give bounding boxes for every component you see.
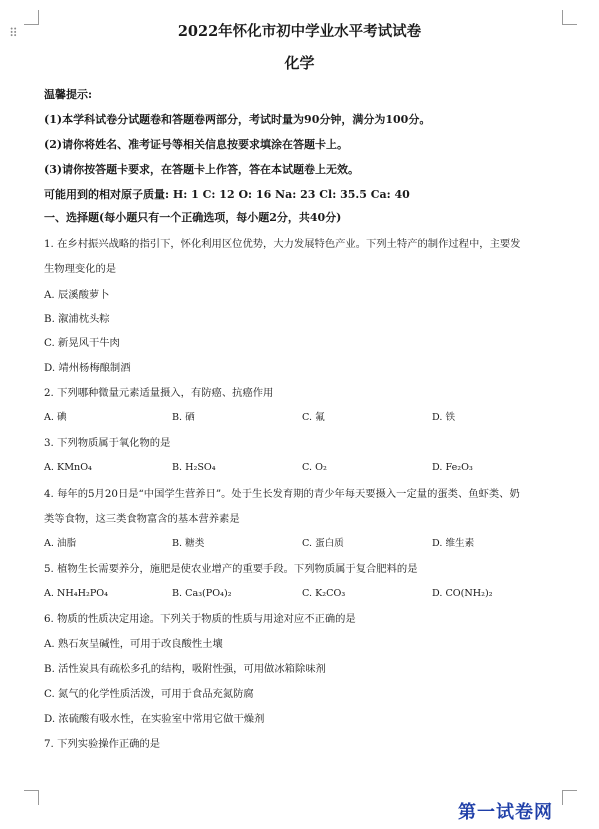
question-1-option-d: D. 靖州杨梅酿制酒 xyxy=(44,362,131,374)
question-5-option-c: C. K₂CO₃ xyxy=(302,588,346,599)
question-1-option-b: B. 溆浦枕头粽 xyxy=(44,313,110,325)
question-5-option-a: A. NH₄H₂PO₄ xyxy=(44,588,109,599)
question-4-option-a: A. 油脂 xyxy=(44,538,77,549)
question-6-option-d: D. 浓硫酸有吸水性，在实验室中常用它做干燥剂 xyxy=(44,713,265,725)
question-3-option-b: B. H₂SO₄ xyxy=(172,462,216,473)
question-4-option-d: D. 维生素 xyxy=(432,538,475,549)
subject-title: 化学 xyxy=(284,54,315,72)
question-6-stem: 6. 物质的性质决定用途。下列关于物质的性质与用途对应不正确的是 xyxy=(44,613,356,625)
question-5-option-d: D. CO(NH₂)₂ xyxy=(432,588,493,599)
tip-3: (3)请你按答题卡要求，在答题卡上作答，答在本试题卷上无效。 xyxy=(44,163,360,176)
crop-mark-bottom-left xyxy=(24,790,39,805)
tip-2: (2)请你将姓名、准考证号等相关信息按要求填涂在答题卡上。 xyxy=(44,138,349,151)
atomic-masses: 可能用到的相对原子质量: H: 1 C: 12 O: 16 Na: 23 Cl: 35.5 Ca: 40 xyxy=(44,188,410,201)
question-1-option-a: A. 辰溪酸萝卜 xyxy=(44,289,110,301)
question-4-option-b: B. 糖类 xyxy=(172,538,205,549)
question-2-option-b: B. 硒 xyxy=(172,412,195,423)
question-2-option-c: C. 氟 xyxy=(302,412,325,423)
section-heading: 一、选择题(每小题只有一个正确选项，每小题2分，共40分) xyxy=(44,211,342,224)
question-6-option-a: A. 熟石灰呈碱性，可用于改良酸性土壤 xyxy=(44,638,223,650)
question-4-stem-line-2: 类等食物，这三类食物富含的基本营养素是 xyxy=(44,513,240,525)
question-5-option-b: B. Ca₃(PO₄)₂ xyxy=(172,588,232,599)
tip-1: (1)本学科试卷分试题卷和答题卷两部分，考试时量为90分钟，满分为100分。 xyxy=(44,113,431,126)
tips-heading: 温馨提示: xyxy=(44,88,93,101)
question-3-option-c: C. O₂ xyxy=(302,462,327,473)
question-1-option-c: C. 新晃风干牛肉 xyxy=(44,337,120,349)
question-5-stem: 5. 植物生长需要养分，施肥是使农业增产的重要手段。下列物质属于复合肥料的是 xyxy=(44,563,418,575)
watermark-logo: 第一试卷网 xyxy=(458,802,553,823)
question-2-option-d: D. 铁 xyxy=(432,412,456,423)
crop-mark-bottom-right xyxy=(562,790,577,805)
question-3-option-d: D. Fe₂O₃ xyxy=(432,462,473,473)
question-2-stem: 2. 下列哪种微量元素适量摄入，有防癌、抗癌作用 xyxy=(44,387,274,399)
question-2-option-a: A. 碘 xyxy=(44,412,67,423)
question-1-stem-line-1: 1. 在乡村振兴战略的指引下，怀化利用区位优势，大力发展特色产业。下列土特产的制作过程中，主要发 xyxy=(44,238,521,250)
drag-handle-icon[interactable]: ⠿ xyxy=(9,26,17,40)
question-3-stem: 3. 下列物质属于氧化物的是 xyxy=(44,437,171,449)
exam-title: 2022年怀化市初中学业水平考试试卷 xyxy=(177,23,422,40)
question-1-stem-line-2: 生物理变化的是 xyxy=(44,263,117,275)
question-7-stem: 7. 下列实验操作正确的是 xyxy=(44,738,161,750)
question-4-stem-line-1: 4. 每年的5月20日是“中国学生营养日”。处于生长发育期的青少年每天要摄入一定量的蛋类、鱼虾类、奶 xyxy=(44,488,520,500)
question-6-option-b: B. 活性炭具有疏松多孔的结构，吸附性强，可用做冰箱除味剂 xyxy=(44,663,326,675)
question-6-option-c: C. 氮气的化学性质活泼，可用于食品充氮防腐 xyxy=(44,688,254,700)
question-4-option-c: C. 蛋白质 xyxy=(302,538,344,549)
question-3-option-a: A. KMnO₄ xyxy=(44,462,92,473)
